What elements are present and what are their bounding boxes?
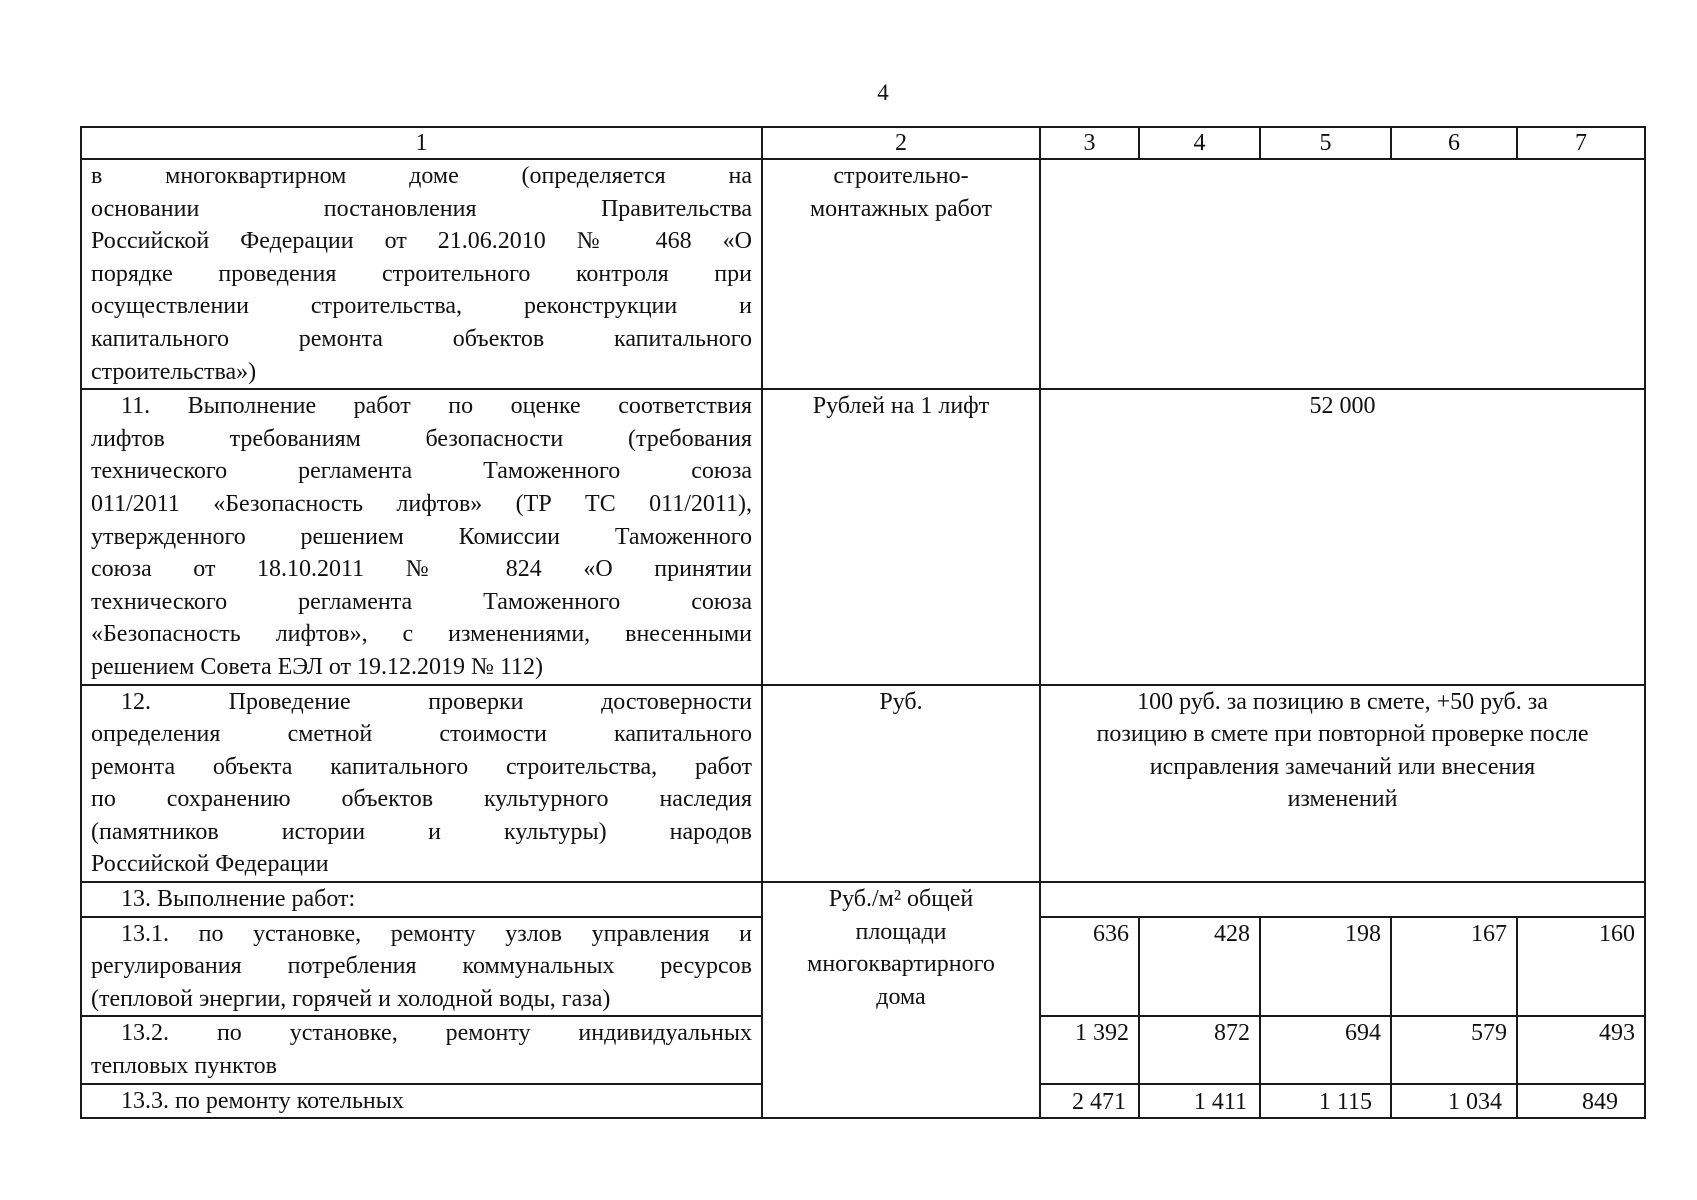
value-cell: 872 — [1139, 1016, 1260, 1083]
page-number: 4 — [877, 80, 889, 105]
text-line: технического регламента Таможенного союза — [91, 588, 752, 615]
text-line: (памятников истории и культуры) народов — [91, 818, 752, 845]
continuation-unit — [762, 159, 1040, 389]
header-col-4: 4 — [1139, 127, 1260, 159]
tariff-table — [80, 126, 1646, 1119]
text-line: утвержденного решением Комиссии Таможенного — [91, 523, 752, 550]
item-13-label: 13. Выполнение работ: — [81, 882, 762, 917]
text-line: (тепловой энергии, горячей и холодной воды, газа) — [91, 985, 611, 1012]
header-row — [81, 127, 1645, 159]
table-row-continuation — [81, 159, 1645, 389]
text-line: союза от 18.10.2011 № 824 «О принятии — [91, 556, 752, 583]
value-cell: 1 034 — [1391, 1084, 1517, 1119]
value-line: 100 руб. за позицию в смете, +50 руб. за — [1137, 688, 1548, 715]
text-line: 13.1. по установке, ремонту узлов управления и — [121, 920, 752, 947]
item-12-unit: Руб. — [762, 685, 1040, 883]
item-11-value: 52 000 — [1040, 389, 1645, 684]
header-col-2: 2 — [762, 127, 1040, 159]
value-cell: 579 — [1391, 1016, 1517, 1083]
text-line: 11. Выполнение работ по оценке соответствия — [121, 393, 752, 420]
text-line: в многоквартирном доме (определяется на — [91, 163, 752, 189]
item-13-3-label: 13.3. по ремонту котельных — [81, 1084, 762, 1119]
header-col-6: 6 — [1391, 127, 1517, 159]
value-cell: 694 — [1260, 1016, 1391, 1083]
text-line: осуществлении строительства, реконструкции и — [91, 293, 752, 320]
item-11-description — [81, 389, 762, 684]
header-col-3: 3 — [1040, 127, 1139, 159]
unit-line: строительно- — [833, 163, 969, 189]
continuation-values — [1040, 159, 1645, 389]
text-line: строительства») — [91, 358, 257, 385]
table-row-11 — [81, 389, 1645, 684]
text-line: определения сметной стоимости капитального — [91, 721, 752, 748]
text-line: технического регламента Таможенного союза — [91, 458, 752, 485]
text-line: порядке проведения строительного контроля при — [91, 260, 752, 287]
text-line: по сохранению объектов культурного наследия — [91, 786, 752, 813]
table-row-12 — [81, 685, 1645, 883]
text-line: Российской Федерации от 21.06.2010 № 468 «О — [91, 228, 752, 255]
unit-line: многоквартирного — [807, 951, 995, 978]
unit-line: монтажных работ — [809, 195, 993, 222]
text-line: основании постановления Правительства — [91, 195, 752, 222]
text-line: регулирования потребления коммунальных ресурсов — [91, 953, 752, 980]
item-12-value — [1040, 685, 1645, 883]
value-cell: 849 — [1517, 1084, 1645, 1119]
text-line: капитального ремонта объектов капитального — [91, 325, 752, 352]
text-line: лифтов требованиям безопасности (требования — [91, 425, 752, 452]
continuation-description — [81, 159, 762, 389]
unit-line: дома — [876, 983, 926, 1010]
text-line: 13.2. по установке, ремонту индивидуальных — [121, 1020, 752, 1047]
item-13-1-description — [81, 917, 762, 1017]
header-col-5: 5 — [1260, 127, 1391, 159]
text-line: 12. Проведение проверки достоверности — [121, 688, 752, 715]
value-cell: 198 — [1260, 917, 1391, 1017]
text-line: решением Совета ЕЭЛ от 19.12.2019 № 112) — [91, 653, 544, 680]
text-line: 011/2011 «Безопасность лифтов» (ТР ТС 011/2011), — [91, 490, 752, 517]
header-col-1: 1 — [81, 127, 762, 159]
value-cell: 428 — [1139, 917, 1260, 1017]
header-col-7: 7 — [1517, 127, 1645, 159]
value-cell: 1 411 — [1139, 1084, 1260, 1119]
item-13-values — [1040, 882, 1645, 917]
item-11-unit: Рублей на 1 лифт — [762, 389, 1040, 684]
value-cell: 167 — [1391, 917, 1517, 1017]
table-row-13 — [81, 882, 1645, 917]
value-line: изменений — [1287, 786, 1398, 813]
unit-line: Руб./м² общей — [828, 886, 974, 913]
text-line: «Безопасность лифтов», с изменениями, внесенными — [91, 621, 752, 648]
value-line: позицию в смете при повторной проверке после — [1096, 721, 1589, 748]
unit-line: площади — [855, 918, 947, 945]
value-cell: 636 — [1040, 917, 1139, 1017]
item-13-2-description — [81, 1016, 762, 1083]
value-cell: 160 — [1517, 917, 1645, 1017]
item-13-unit — [762, 882, 1040, 1118]
text-line: Российской Федерации — [91, 851, 329, 878]
text-line: ремонта объекта капитального строительства, работ — [91, 753, 752, 780]
value-line: исправления замечаний или внесения — [1149, 753, 1536, 780]
item-12-description — [81, 685, 762, 883]
value-cell: 1 115 — [1260, 1084, 1391, 1119]
value-cell: 1 392 — [1040, 1016, 1139, 1083]
text-line: тепловых пунктов — [91, 1053, 277, 1080]
value-cell: 2 471 — [1040, 1084, 1139, 1119]
value-cell: 493 — [1517, 1016, 1645, 1083]
